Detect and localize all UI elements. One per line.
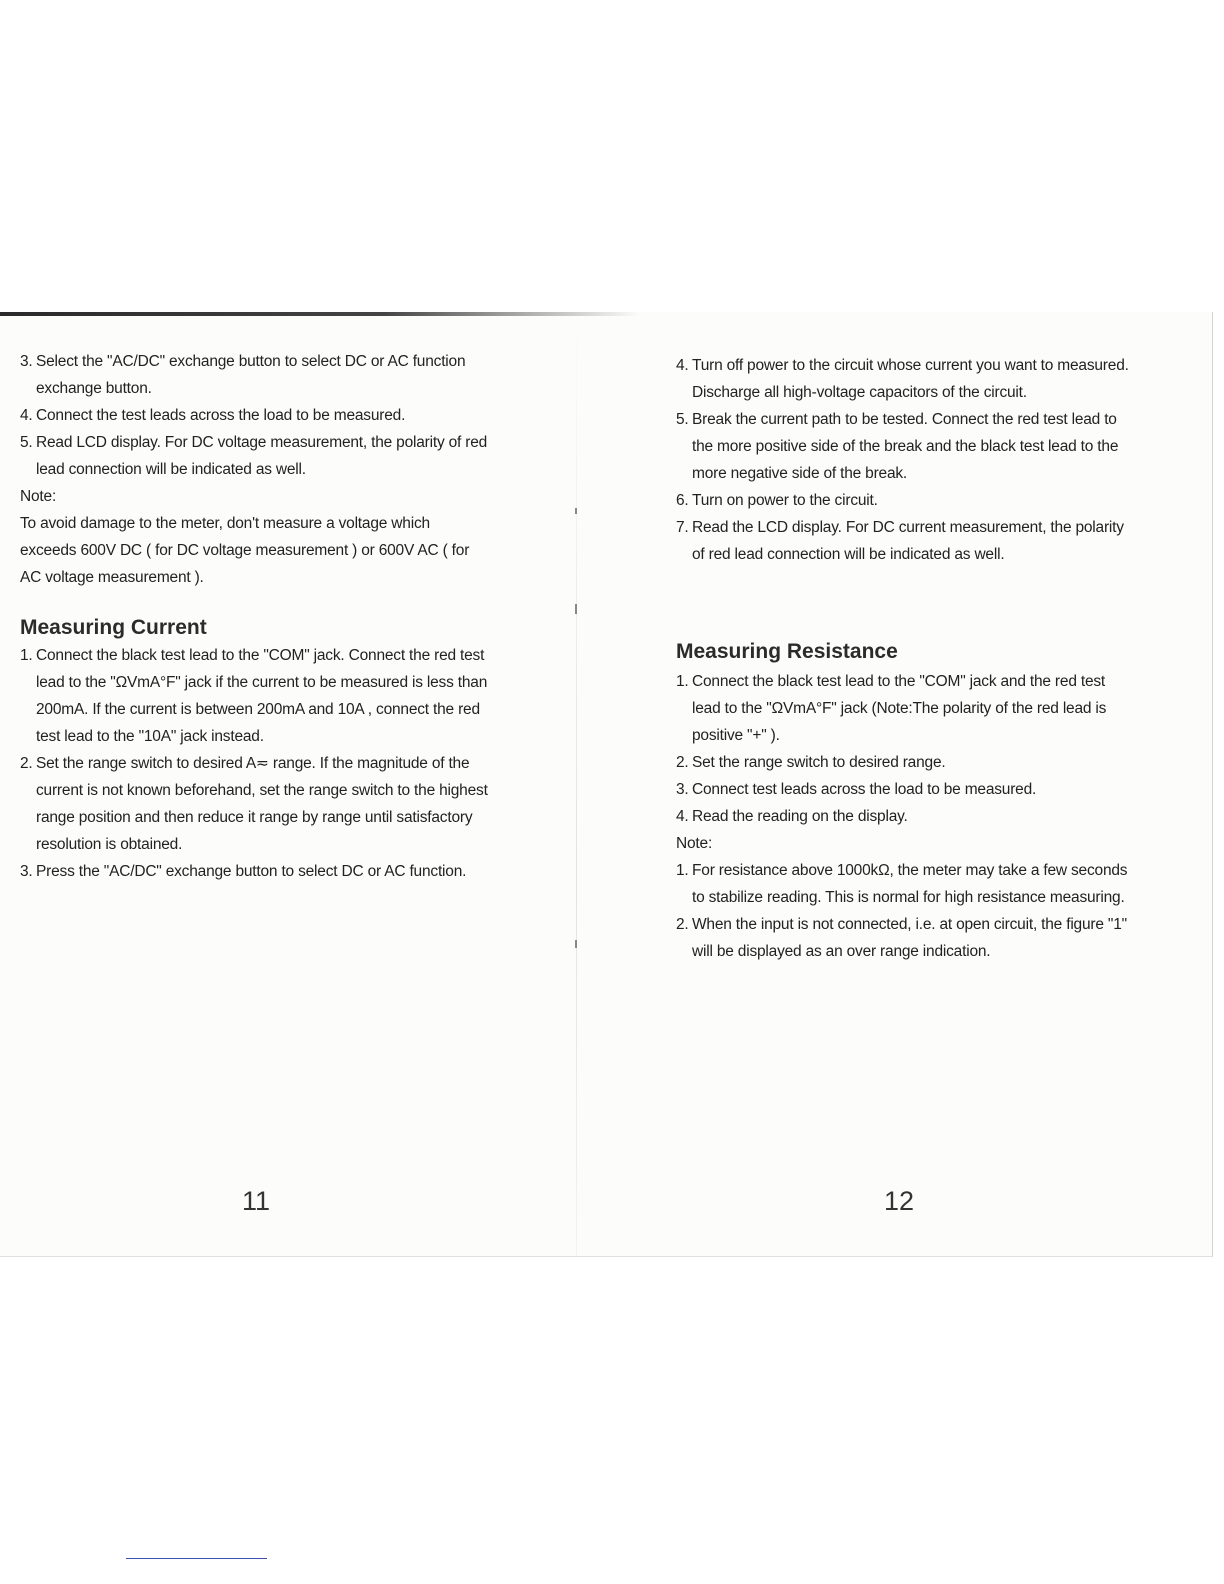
list-item: 7. Read the LCD display. For DC current measurement, the polarity of red lead connection will be indicated as well. [676,519,1124,563]
page-fold [576,312,577,1256]
list-item: 2. Set the range switch to desired range. [676,754,946,771]
measuring-current-steps [20,642,490,885]
list-item: 6. Turn on power to the circuit. [676,492,878,509]
page-number: 11 [242,1186,271,1216]
list-item: 1. Connect the black test lead to the "COM" jack and the red test lead to the "ΩVmA°F" jack (Note:The polarity of the red lead is positive "+" ). [676,673,1107,744]
list-item: 2. When the input is not connected, i.e. at open circuit, the figure "1" will be displayed as an over range indication. [676,916,1127,960]
manual-spread [0,312,1213,1257]
intro-steps [20,348,490,591]
list-item: 4. Turn off power to the circuit whose current you want to measured. Discharge all high-voltage capacitors of the circuit. [676,357,1129,401]
fold-mark [575,508,577,514]
list-item: 1. For resistance above 1000kΩ, the meter may take a few seconds to stabilize reading. This is normal for high resistance measuring. [676,862,1128,906]
fold-mark [575,604,577,614]
top-rule [0,312,640,316]
section-title: Measuring Resistance [676,640,898,663]
list-item: 3. Connect test leads across the load to be measured. [676,781,1037,798]
list-item: 1. Connect the black test lead to the "COM" jack. Connect the red test lead to the "ΩVmA°F" jack if the current to be measured is less than 200mA. If the current is between 200mA and 10A , connect the red test lead to the "10A" jack instead. [20,647,488,745]
intro-steps [676,352,1136,568]
list-item: 3. Press the "AC/DC" exchange button to select DC or AC function. [20,863,467,880]
note-text: To avoid damage to the meter, don't measure a voltage which exceeds 600V DC ( for DC voltage measurement ) or 600V AC ( for AC voltage measurement ). [20,515,470,586]
list-item: 5. Read LCD display. For DC voltage measurement, the polarity of red lead connection will be indicated as well. [20,434,488,478]
page-number: 12 [884,1186,915,1216]
list-item: 4. Read the reading on the display. [676,808,908,825]
list-item: 3. Select the "AC/DC" exchange button to select DC or AC function exchange button. [20,353,466,397]
blue-underline [126,1558,267,1559]
note-label: Note: [676,835,713,852]
list-item: 2. Set the range switch to desired A≂ range. If the magnitude of the current is not known beforehand, set the range switch to the highest range position and then reduce it range by range until satisfactory resolution is obtained. [20,755,488,853]
fold-mark [575,940,577,948]
list-item: 5. Break the current path to be tested. Connect the red test lead to the more positive side of the break and the black test lead to the more negative side of the break. [676,411,1119,482]
note-label: Note: [20,488,57,505]
list-item: 4. Connect the test leads across the load to be measured. [20,407,406,424]
section-title: Measuring Current [20,616,207,639]
measuring-resistance-steps [676,668,1136,965]
